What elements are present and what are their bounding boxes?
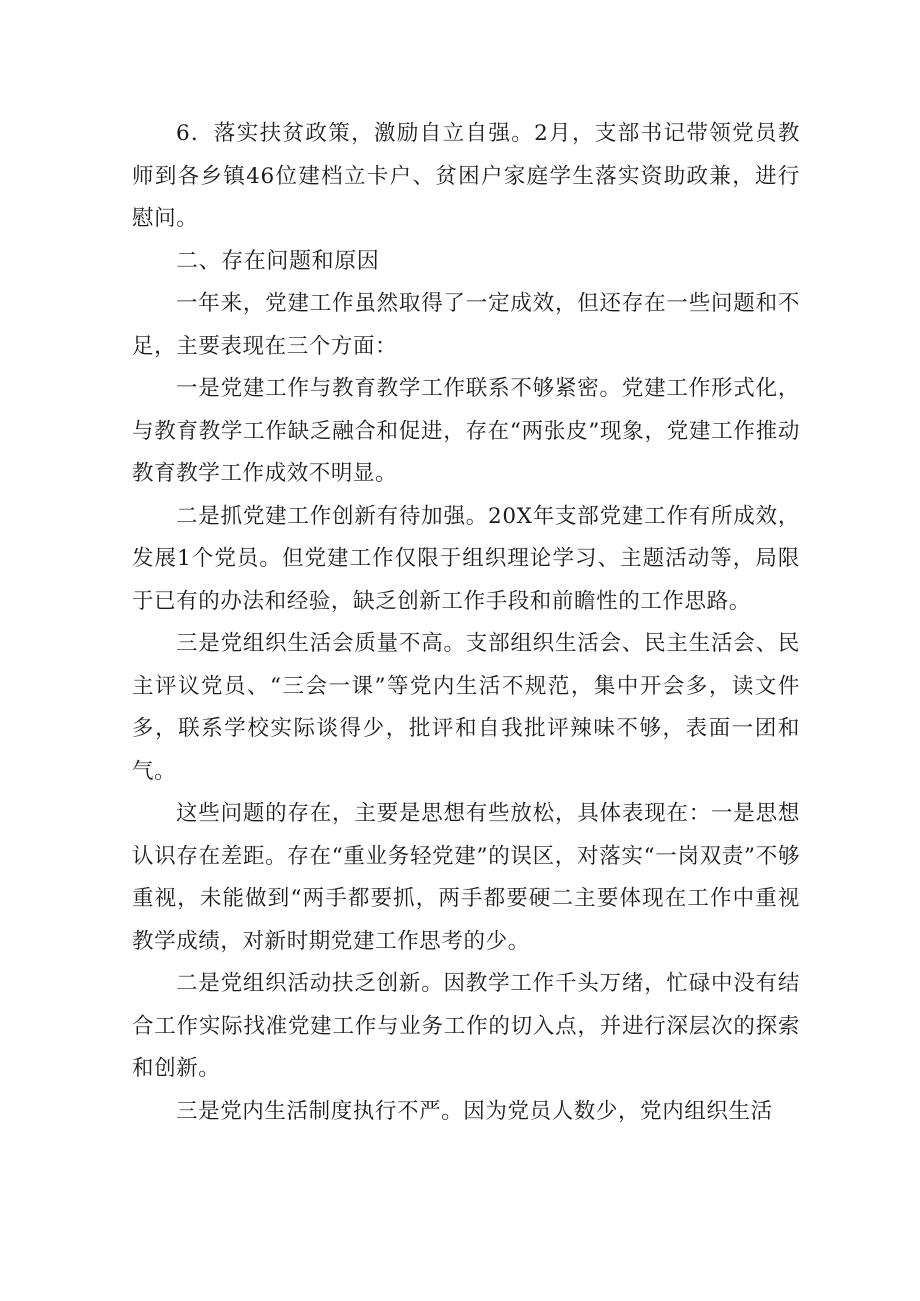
paragraph-problem-three: 三是党组织生活会质量不高。支部组织生活会、民主生活会、民主评议党员、“三会一课”等党内生活不规范，集中开会多，读文件多，联系学校实际谈得少，批评和自我批评辣味不够，表面一团和气。 bbox=[132, 631, 800, 784]
paragraph-poverty-policy: 6．落实扶贫政策，激励自立自强。2月，支部书记带领党员教师到各乡镇46位建档立卡户、贫困户家庭学生落实资助政兼，进行慰问。 bbox=[132, 121, 800, 231]
section-heading-problems: 二、存在问题和原因 bbox=[176, 248, 380, 274]
paragraph-intro-problems: 一年来，党建工作虽然取得了一定成效，但还存在一些问题和不足，主要表现在三个方面： bbox=[132, 291, 800, 359]
paragraph-cause-thinking: 这些问题的存在，主要是思想有些放松，具体表现在：一是思想认识存在差距。存在“重业务轻党建”的误区，对落实“一岗双责”不够重视，未能做到“两手都要抓，两手都要硬二主要体现在工作中重视教学成绩，对新时期党建工作思考的少。 bbox=[132, 801, 800, 954]
paragraph-problem-one: 一是党建工作与教育教学工作联系不够紧密。党建工作形式化，与教育教学工作缺乏融合和促进，存在“两张皮”现象，党建工作推动教育教学工作成效不明显。 bbox=[132, 376, 800, 486]
paragraph-cause-system: 三是党内生活制度执行不严。因为党员人数少，党内组织生活 bbox=[176, 1098, 773, 1124]
paragraph-cause-activities: 二是党组织活动扶乏创新。因教学工作千头万绪，忙碌中没有结合工作实际找准党建工作与业务工作的切入点，并进行深层次的探索和创新。 bbox=[132, 971, 800, 1081]
paragraph-problem-two: 二是抓党建工作创新有待加强。20X年支部党建工作有所成效，发展1个党员。但党建工作仅限于组织理论学习、主题活动等，局限于已有的办法和经验，缺乏创新工作手段和前瞻性的工作思路。 bbox=[132, 503, 800, 614]
